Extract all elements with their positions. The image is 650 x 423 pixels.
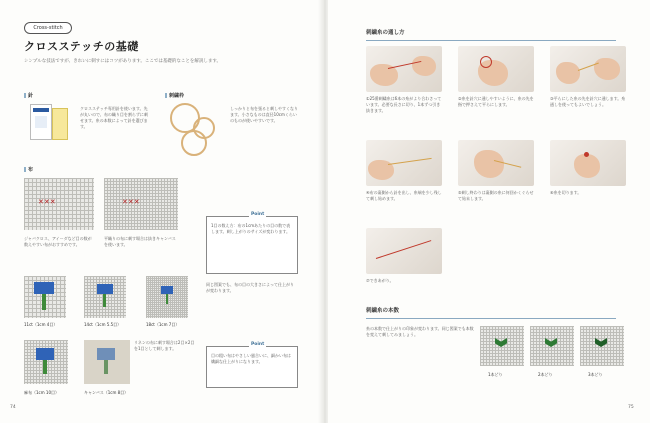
needle-pack-image-2 [52,108,68,140]
thread-caption-1: 1本どり [488,372,503,377]
step-photo-1 [366,46,442,92]
flower-sample-canvas [84,340,130,384]
thread-sample-1 [480,326,524,366]
thread-caption-2: 2本どり [538,372,553,377]
step-text-2: ②糸を針穴に通しやすいように、糸の先を指で押さえて平らにします。 [458,96,534,107]
point-text: 1目の数え方：布の1cmあたりの目の数で表します。刺し上がりのサイズが変わります。 [211,223,291,234]
fabric-swatch-1 [24,178,94,230]
step-text-7: ⑦できあがり。 [366,278,394,283]
page-number-left: 74 [10,405,16,410]
flower-sample-linen [24,340,68,384]
fabric-swatch-2 [104,178,178,230]
point-box [206,212,298,274]
flower-sample-18ct [146,276,188,318]
needle-pack-image [30,104,52,140]
fabric-heading: 布 [24,166,33,173]
thread-count-heading-rule [366,318,616,319]
step-photo-5 [458,140,534,186]
step-text-6: ⑥糸を切ります。 [550,190,582,195]
point-label-2: Point [251,342,265,347]
left-page [0,0,322,423]
threading-heading: 刺繍糸の通し方 [366,30,405,36]
cross-stitch-sample: ✕✕✕ [38,198,56,206]
cross-stitch-sample-2: ✕✕✕ [122,198,140,206]
page-title: クロスステッチの基礎 [24,40,139,53]
step-photo-2 [458,46,534,92]
thread-caption-3: 3本どり [588,372,603,377]
point-label: Point [251,212,265,217]
fabric-note: 同じ図案でも、布の目の大きさによって仕上がりが変わります。 [206,282,294,293]
fabric-text-b: 平織りの布に刺す場合は抜きキャンバスを使います。 [104,236,176,247]
step-text-4: ④布の裏側から針を出し、糸端を少し残して刺し始めます。 [366,190,442,201]
right-page [328,0,650,423]
thread-sample-3 [580,326,624,366]
step-text-5: ⑤刺し終わりは裏側の糸に何回かくぐらせて始末します。 [458,190,534,201]
step-text-3: ③平らにした糸の先を針穴に通します。糸通しを使ってもよいでしょう。 [550,96,626,107]
needle-text: クロスステッチ専用針を使います。先が丸いので、布の織り目を割らずに刺せます。糸の本数によって針を選びます。 [80,106,148,129]
fabric-text-a: ジャバクロス、アイーダなど目の数が数えやすい布がおすすめです。 [24,236,92,247]
hoop-heading: 刺繍枠 [165,92,184,99]
section-pill: Cross-stitch [24,22,72,34]
flower-sample-14ct [84,276,126,318]
needle-heading: 針 [24,92,33,99]
count-caption-3: 18ct（1cm 7目） [146,322,180,327]
thread-count-heading: 刺繍糸の本数 [366,308,400,314]
count-caption-linen: 麻布（1cm 10目） [24,390,60,395]
step-photo-7 [366,228,442,274]
hoop-text: しっかりと布を張ると刺しやすくなります。小さなものは直径10cmくらいのものが使いやすいです。 [230,106,298,123]
thread-sample-2 [530,326,574,366]
flower-sample-11ct [24,276,66,318]
linen-text: リネンの布に刺す場合は2目×2目を1目として刺します。 [134,340,195,351]
count-caption-1: 11ct（1cm 4目） [24,322,58,327]
point-text-2: 目の粗い布はやさしい風合いに、細かい布は繊細な仕上がりになります。 [211,353,291,364]
count-caption-canvas: キャンバス（1cm 8目） [84,390,129,395]
step-text-1: ①25番刺繍糸は6本の糸がより合わさっています。必要な長さに切り、1本ずつ引き抜きます。 [366,96,442,113]
page-number-right: 75 [628,405,634,410]
hoop-small-image [181,130,207,156]
lead-text: シンプルな技法ですが、きれいに刺すにはコツがあります。ここでは基礎的なことを解説します。 [24,59,221,64]
count-caption-2: 14ct（1cm 5.5目） [84,322,122,327]
step-photo-6 [550,140,626,186]
point-box-2 [206,342,298,388]
step-photo-4 [366,140,442,186]
thread-count-text: 糸の本数で仕上がりの印象が変わります。同じ図案でも本数を変えて刺してみましょう。 [366,326,474,337]
step-photo-3 [550,46,626,92]
threading-heading-rule [366,40,616,41]
